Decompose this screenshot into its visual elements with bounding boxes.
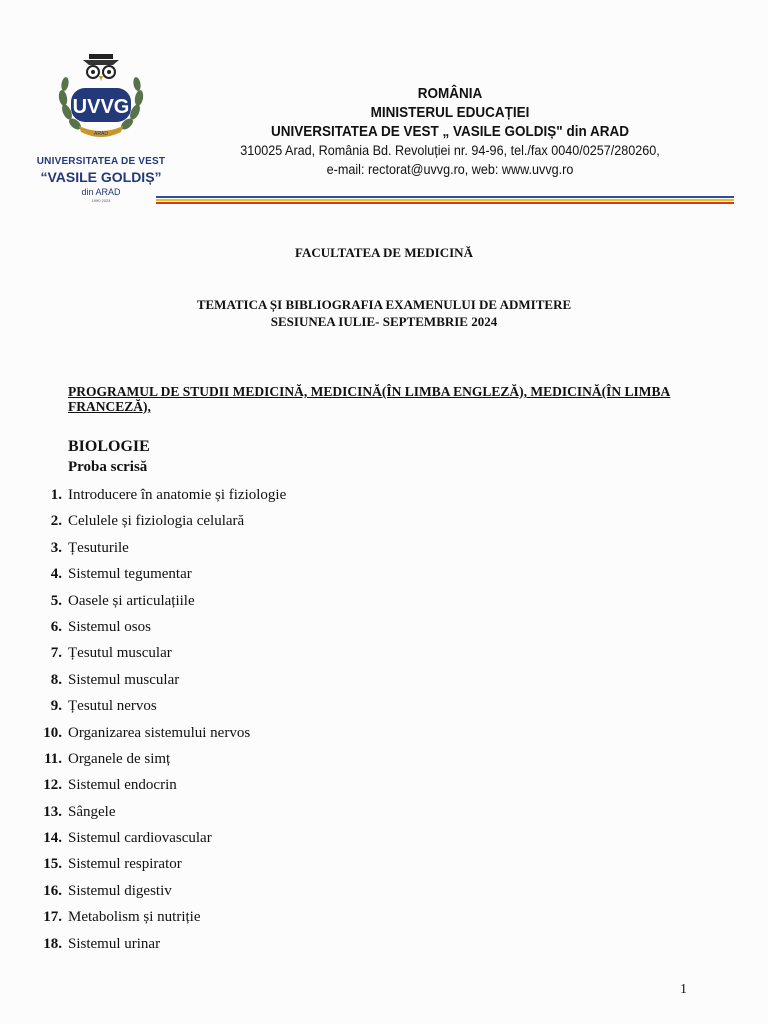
- page-number: 1: [680, 982, 687, 997]
- list-item: [0, 855, 700, 881]
- list-item: [0, 697, 700, 723]
- topic-number: 8.: [50, 671, 62, 688]
- list-item: [0, 512, 700, 538]
- topic-text: Sistemul cardiovascular: [68, 830, 212, 847]
- list-item: [0, 908, 700, 934]
- topics-list: [0, 486, 700, 961]
- topic-number: 16.: [43, 882, 62, 899]
- topic-number: 15.: [43, 856, 62, 873]
- topic-number: 3.: [50, 539, 62, 556]
- topic-number: 10.: [43, 724, 62, 741]
- topic-text: Sistemul urinar: [68, 935, 161, 952]
- topic-text: Metabolism și nutriție: [68, 909, 201, 926]
- topic-number: 1.: [50, 487, 62, 503]
- subject-heading: BIOLOGIE: [68, 438, 150, 455]
- topic-number: 12.: [43, 777, 62, 794]
- topic-text: Sistemul endocrin: [68, 777, 177, 794]
- letterhead-university: UNIVERSITATEA DE VEST „ VASILE GOLDIȘ" din ARAD: [271, 123, 629, 140]
- letterhead: [190, 84, 710, 179]
- letterhead-country: ROMÂNIA: [417, 85, 483, 102]
- list-item: [0, 724, 700, 750]
- topic-text: Țesuturile: [68, 539, 129, 556]
- letterhead-address: 310025 Arad, România Bd. Revoluției nr. 94-96, tel./fax 0040/0257/280260,: [240, 142, 660, 158]
- topic-text: Sistemul digestiv: [68, 882, 172, 899]
- topic-number: 18.: [43, 935, 62, 952]
- topic-text: Țesutul nervos: [68, 698, 157, 715]
- list-item: [0, 644, 700, 670]
- list-item: [0, 829, 700, 855]
- topic-number: 4.: [50, 566, 62, 583]
- topic-number: 2.: [50, 513, 62, 530]
- topic-number: 6.: [50, 618, 62, 635]
- logo-years-line: 1990 2024: [91, 198, 111, 203]
- list-item: [0, 671, 700, 697]
- list-item: [0, 592, 700, 618]
- topic-text: Sistemul respirator: [68, 856, 182, 873]
- faculty-title: FACULTATEA DE MEDICINĂ: [295, 245, 473, 260]
- logo-city-line: din ARAD: [81, 187, 121, 197]
- topic-text: Introducere în anatomie și fiziologie: [68, 487, 287, 503]
- topic-text: Țesutul muscular: [68, 645, 172, 662]
- stripe-blue: [156, 196, 734, 198]
- session-title: SESIUNEA IULIE- SEPTEMBRIE 2024: [270, 314, 498, 329]
- topic-text: Oasele și articulațiile: [68, 592, 195, 609]
- exam-type-heading: Proba scrisă: [68, 459, 148, 475]
- stripe-yellow: [156, 199, 734, 201]
- logo-mark-text: UVVG: [72, 96, 130, 118]
- topic-text: Celulele și fiziologia celulară: [68, 513, 245, 530]
- list-item: [0, 882, 700, 908]
- topic-text: Sângele: [68, 803, 116, 820]
- list-item: [0, 618, 700, 644]
- topic-text: Organizarea sistemului nervos: [68, 724, 251, 741]
- list-item: [0, 750, 700, 776]
- list-item: [0, 776, 700, 802]
- study-program-heading: PROGRAMUL DE STUDII MEDICINĂ, MEDICINĂ(ÎN LIMBA ENGLEZĂ), MEDICINĂ(ÎN LIMBA FRANCEZĂ),: [68, 384, 671, 414]
- letterhead-ministry: MINISTERUL EDUCAȚIEI: [370, 104, 530, 121]
- topic-number: 5.: [50, 592, 62, 609]
- topic-text: Organele de simț: [68, 750, 171, 767]
- topic-number: 11.: [44, 750, 62, 767]
- logo-university-line: UNIVERSITATEA DE VEST: [36, 156, 166, 167]
- letterhead-contact: e-mail: rectorat@uvvg.ro, web: www.uvvg.ro: [326, 161, 574, 177]
- topic-number: 17.: [43, 909, 62, 926]
- topic-number: 13.: [43, 803, 62, 820]
- stripe-red: [156, 202, 734, 204]
- list-item: [0, 565, 700, 591]
- list-item: [0, 803, 700, 829]
- topic-number: 7.: [50, 645, 62, 662]
- list-item: [0, 539, 700, 565]
- topic-number: 9.: [50, 698, 62, 715]
- topic-text: Sistemul osos: [68, 618, 151, 635]
- topic-number: 14.: [43, 830, 62, 847]
- list-item: [0, 486, 700, 512]
- university-logo: [26, 52, 176, 212]
- logo-name-line: “VASILE GOLDIȘ”: [40, 169, 162, 185]
- document-title: TEMATICA ȘI BIBLIOGRAFIA EXAMENULUI DE ADMITERE: [196, 297, 572, 312]
- topic-text: Sistemul muscular: [68, 671, 180, 688]
- list-item: [0, 935, 700, 961]
- topic-text: Sistemul tegumentar: [68, 566, 192, 583]
- uvvg-emblem-icon: [53, 52, 149, 152]
- logo-ribbon-text: ARAD: [94, 131, 108, 137]
